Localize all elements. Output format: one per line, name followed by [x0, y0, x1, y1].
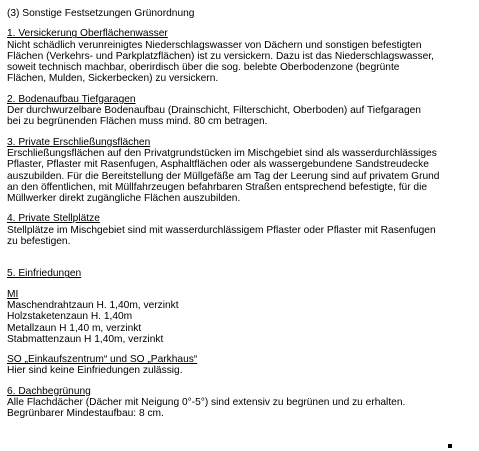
section-3-line: Erschließungsflächen auf den Privatgrundstücken im Mischgebiet sind als wasserdurchlässiges — [7, 147, 437, 159]
section-einfriedungen — [7, 268, 475, 376]
section-3-line: Pflaster, Pflaster mit Rasenfugen, Asphaltflächen oder als wassergebundene Sandstreudecke — [7, 159, 429, 171]
section-4-line: zu befestigen. — [7, 236, 71, 248]
section-6-line: Begrünbarer Mindestaufbau: 8 cm. — [7, 408, 164, 420]
section-1-heading: 1. Versickerung Oberflächenwasser — [7, 28, 168, 40]
fence-type-item: Maschendrahtzaun H. 1,40m, verzinkt — [7, 299, 179, 311]
section-3-line: Müllwerker direkt zugängliche Flächen auszubilden. — [7, 193, 241, 205]
section-4-heading: 4. Private Stellplätze — [7, 213, 100, 225]
section-2-heading: 2. Bodenaufbau Tiefgaragen — [7, 93, 136, 105]
spacer — [7, 345, 475, 354]
section-1-line: soweit technisch machbar, oberirdisch über die sog. belebte Oberbodenzone (begrünte — [7, 62, 400, 74]
spacer — [7, 19, 475, 28]
document-title: (3) Sonstige Festsetzungen Grünordnung — [7, 8, 195, 19]
corner-mark — [448, 444, 452, 448]
spacer — [7, 377, 475, 386]
mi-label: MI — [7, 288, 19, 300]
section-2-line: bei zu begrünenden Flächen muss mind. 80 cm betragen. — [7, 116, 268, 128]
spacer — [7, 256, 475, 265]
document-page — [7, 8, 475, 420]
spacer — [7, 85, 475, 94]
section-1-line: Nicht schädlich verunreinigtes Niederschlagswasser von Dächern und sonstigen befestigten — [7, 39, 422, 51]
section-6-line: Alle Flachdächer (Dächer mit Neigung 0°-5°) sind extensiv zu begrünen und zu erhalten. — [7, 397, 406, 409]
fence-type-item: Metallzaun H 1,40 m, verzinkt — [7, 322, 142, 334]
section-2-line: Der durchwurzelbare Bodenaufbau (Drainschicht, Filterschicht, Oberboden) auf Tiefgaragen — [7, 105, 421, 117]
so-line: Hier sind keine Einfriedungen zulässig. — [7, 365, 183, 377]
section-3-line: auszubilden. Für die Bereitstellung der Müllgefäße am Tag der Leerung sind auf privatem Grund — [7, 170, 440, 182]
fence-type-item: Holzstaketenzaun H. 1,40m — [7, 311, 133, 323]
section-6-heading: 6. Dachbegrünung — [7, 385, 91, 397]
spacer — [7, 247, 475, 256]
section-dachbegruenung — [7, 386, 475, 420]
spacer — [7, 280, 475, 289]
section-bodenaufbau — [7, 94, 475, 128]
section-erschliessungsflaechen — [7, 137, 475, 205]
section-1-line: Flächen, Mulden, Sickerbecken) zu versickern. — [7, 73, 219, 85]
so-label: SO „Einkaufszentrum“ und SO „Parkhaus“ — [7, 354, 198, 366]
section-stellplaetze — [7, 213, 475, 247]
section-5-heading: 5. Einfriedungen — [7, 268, 82, 280]
section-versickerung — [7, 28, 475, 84]
section-3-line: an den öffentlichen, mit Müllfahrzeugen befahrbaren Straßen entsprechend befestigte, für die — [7, 181, 428, 193]
section-3-heading: 3. Private Erschließungsflächen — [7, 136, 151, 148]
fence-type-item: Stabmattenzaun H 1,40m, verzinkt — [7, 333, 164, 345]
spacer — [7, 128, 475, 137]
section-4-line: Stellplätze im Mischgebiet sind mit wasserdurchlässigem Pflaster oder Pflaster mit Rasenfugen — [7, 224, 436, 236]
section-1-line: Flächen (Verkehrs- und Parkplatzflächen) ist zu versickern. Dazu ist das Niederschlagswasser, — [7, 50, 434, 62]
spacer — [7, 204, 475, 213]
